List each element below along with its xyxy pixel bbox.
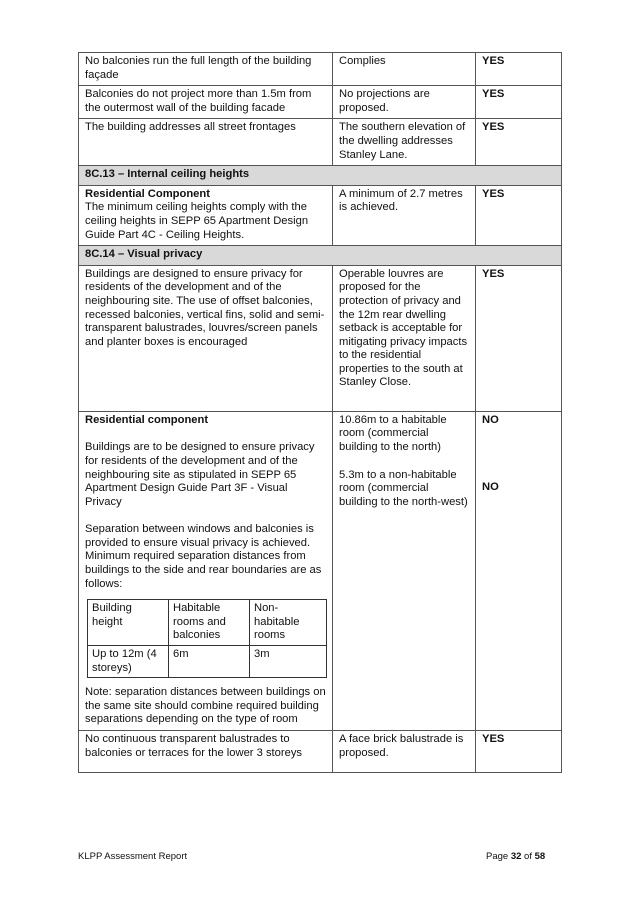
comment-cell: No projections are proposed.: [333, 86, 476, 119]
section-header-row: [79, 166, 562, 186]
table-row: [79, 265, 562, 411]
table-cell: 6m: [169, 646, 250, 678]
compliance-value: NO: [482, 481, 499, 494]
control-cell: No balconies run the full length of the building façade: [79, 53, 333, 86]
table-row: [88, 600, 327, 646]
cell-text: The minimum ceiling heights comply with the ceiling heights in SEPP 65 Apartment Design Guide Part 4C - Ceiling Heights.: [85, 201, 309, 241]
compliance-cell: YES: [476, 86, 562, 119]
control-cell: Balconies do not project more than 1.5m from the outermost wall of the building facade: [79, 86, 333, 119]
footer-page-number: Page 32 of 58: [486, 851, 546, 862]
cell-text: 5.3m to a non-habitable room (commercial building to the north-west): [339, 468, 468, 508]
table-cell: 3m: [250, 646, 327, 678]
comment-cell: Complies: [333, 53, 476, 86]
compliance-cell: YES: [476, 53, 562, 86]
control-cell: [79, 411, 333, 730]
table-row: [79, 86, 562, 119]
table-cell: Up to 12m (4 storeys): [88, 646, 169, 678]
compliance-cell: [476, 411, 562, 730]
section-header-row: [79, 246, 562, 266]
control-cell: The building addresses all street frontages: [79, 119, 333, 166]
table-row: [79, 411, 562, 730]
table-row: [79, 119, 562, 166]
footer-report-title: KLPP Assessment Report: [78, 851, 188, 862]
control-cell: [79, 185, 333, 245]
compliance-value: NO: [482, 413, 499, 426]
compliance-cell: YES: [476, 185, 562, 245]
cell-text: 10.86m to a habitable room (commercial building to the north): [339, 413, 447, 453]
table-row: [79, 731, 562, 773]
comment-cell: A minimum of 2.7 metres is achieved.: [333, 185, 476, 245]
table-row: [79, 185, 562, 245]
cell-heading: Residential Component: [85, 187, 210, 200]
cell-note: Note: separation distances between buildings on the same site should combine required building separations depending on the type of room: [85, 686, 326, 726]
control-cell: Buildings are designed to ensure privacy for residents of the development and of the neighbouring site. The use of offset balconies, recessed balconies, vertical fins, solid and semi-transparent balustrades, louvres/screen panels and planter boxes is encouraged: [79, 265, 333, 411]
table-header: Non-habitable rooms: [250, 600, 327, 646]
separation-table: [87, 599, 327, 678]
cell-heading: Residential component: [85, 413, 209, 426]
table-header: Habitable rooms and balconies: [169, 600, 250, 646]
cell-text: Separation between windows and balconies is provided to ensure visual privacy is achieved. Minimum required separation distances from buildings to the side and rear boundaries are as follows:: [85, 523, 322, 590]
cell-text: Buildings are to be designed to ensure privacy for residents of the development and of the neighbouring site as stipulated in SEPP 65 Apartment Design Guide Part 3F - Visual Privacy: [85, 441, 315, 508]
control-cell: No continuous transparent balustrades to balconies or terraces for the lower 3 storeys: [79, 731, 333, 773]
table-row: [79, 53, 562, 86]
compliance-cell: YES: [476, 119, 562, 166]
comment-cell: A face brick balustrade is proposed.: [333, 731, 476, 773]
compliance-cell: YES: [476, 731, 562, 773]
section-title: 8C.13 – Internal ceiling heights: [79, 166, 562, 186]
compliance-table: [78, 52, 562, 773]
comment-cell: [333, 411, 476, 730]
table-header: Building height: [88, 600, 169, 646]
compliance-cell: YES: [476, 265, 562, 411]
comment-cell: Operable louvres are proposed for the protection of privacy and the 12m rear dwelling setback is acceptable for mitigating privacy impacts to the residential properties to the south at Stanley Close.: [333, 265, 476, 411]
table-row: [88, 646, 327, 678]
section-title: 8C.14 – Visual privacy: [79, 246, 562, 266]
comment-cell: The southern elevation of the dwelling addresses Stanley Lane.: [333, 119, 476, 166]
